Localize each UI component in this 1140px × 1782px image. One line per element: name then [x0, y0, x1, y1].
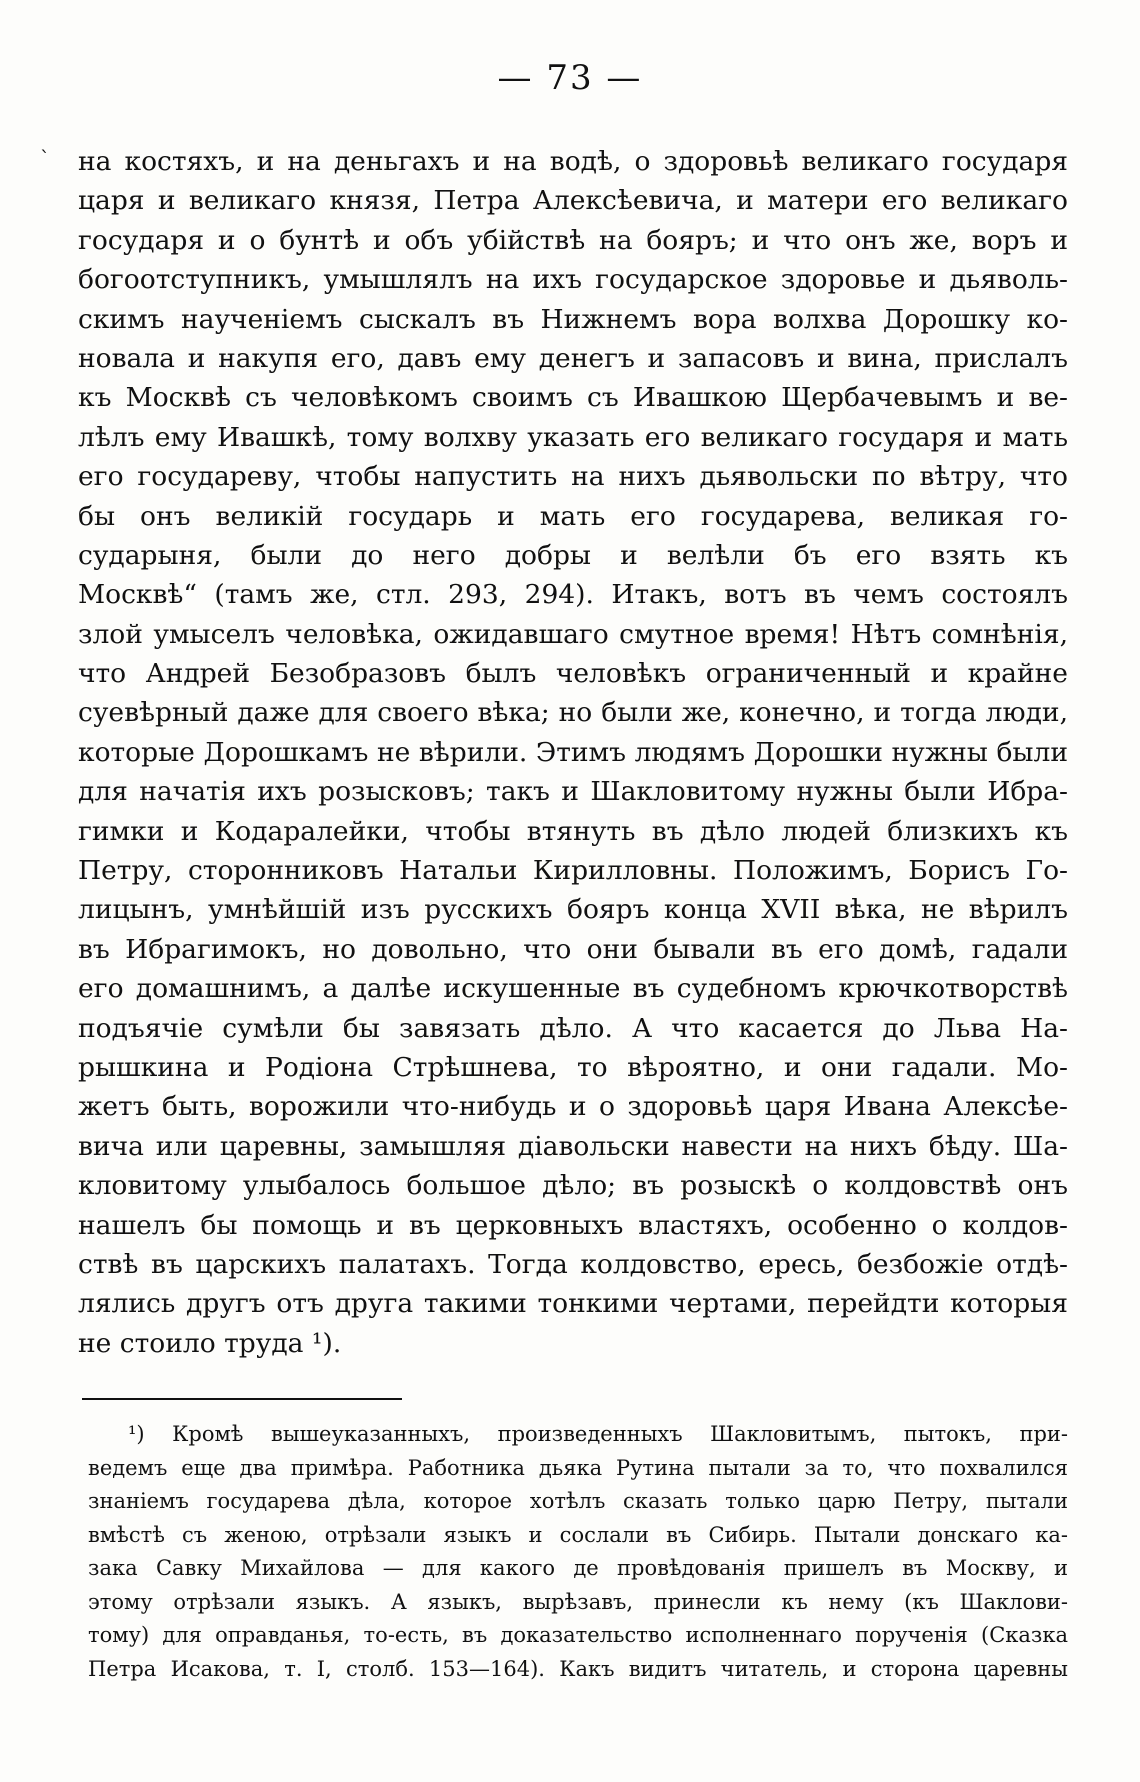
text-line-26: вича или царевны, замышляя діавольски навести на нихъ бѣду. Ша-	[78, 1130, 1068, 1162]
text-line-30: лялись другъ отъ друга такими тонкими чертами, перейдти которыя	[78, 1288, 1068, 1320]
footnote-line-4: вмѣстѣ съ женою, отрѣзали языкъ и сослали въ Сибирь. Пытали донскаго ка-	[88, 1522, 1068, 1547]
footnote-line-5: зака Савку Михайлова — для какого де провѣдованія пришелъ въ Москву, и	[88, 1556, 1068, 1580]
text-line-1: на костяхъ, и на деньгахъ и на водѣ, о здоровьѣ великаго государя	[78, 146, 1068, 177]
text-line-9: его государеву, чтобы напустить на нихъ дьявольски по вѣтру, что	[78, 461, 1068, 493]
footnote	[88, 1418, 1068, 1686]
text-line-6: новала и накупя его, давъ ему денегъ и запасовъ и вина, прислалъ	[78, 342, 1068, 374]
text-line-4: богоотступникъ, умышлялъ на ихъ государское здоровье и дьяволь-	[78, 264, 1068, 296]
text-line-7: къ Москвѣ съ человѣкомъ своимъ съ Ивашкою Щербачевымъ и ве-	[78, 382, 1068, 414]
text-line-20: лицынъ, умнѣйшій изъ русскихъ бояръ конца XVII вѣка, не вѣрилъ	[78, 894, 1068, 926]
text-line-14: что Андрей Безобразовъ былъ человѣкъ ограниченный и крайне	[78, 658, 1068, 690]
text-line-19: Петру, сторонниковъ Натальи Кирилловны. Положимъ, Борисъ Го-	[78, 855, 1068, 887]
text-line-27: кловитому улыбалось большое дѣло; въ розыскѣ о колдовствѣ онъ	[78, 1170, 1068, 1202]
text-line-8: лѣлъ ему Ивашкѣ, тому волхву указать его великаго государя и мать	[78, 421, 1068, 453]
footnote-line-1: ¹) Кромѣ вышеуказанныхъ, произведенныхъ Шакловитымъ, пытокъ, при-	[128, 1422, 1068, 1446]
text-line-23: подъячіе сумѣли бы завязать дѣло. А что касается до Льва На-	[78, 1012, 1068, 1044]
footnote-separator	[82, 1398, 402, 1400]
text-line-16: которые Дорошкамъ не вѣрили. Этимъ людямъ Дорошки нужны были	[78, 736, 1068, 768]
text-line-31: не стоило труда ¹).	[78, 1327, 342, 1359]
text-line-29: ствѣ въ царскихъ палатахъ. Тогда колдовство, ересь, безбожіе отдѣ-	[78, 1248, 1068, 1280]
text-line-24: рышкина и Родіона Стрѣшнева, то вѣроятно, и они гадали. Мо-	[78, 1051, 1068, 1083]
text-line-12: Москвѣ“ (тамъ же, стл. 293, 294). Итакъ, вотъ въ чемъ состоялъ	[78, 579, 1068, 611]
text-line-15: суевѣрный даже для своего вѣка; но были же, конечно, и тогда люди,	[78, 697, 1068, 729]
footnote-line-2: ведемъ еще два примѣра. Работника дьяка Рутина пытали за то, что похвалился	[88, 1455, 1068, 1480]
text-line-25: жетъ быть, ворожили что-нибудь и о здоровьѣ царя Ивана Алексѣе-	[78, 1091, 1068, 1123]
text-line-28: нашелъ бы помощь и въ церковныхъ властяхъ, особенно о колдов-	[78, 1209, 1068, 1241]
text-line-5: скимъ наученіемъ сыскалъ въ Нижнемъ вора волхва Дорошку ко-	[78, 303, 1068, 335]
text-line-17: для начатія ихъ розысковъ; такъ и Шакловитому нужны были Ибра-	[78, 776, 1068, 808]
text-line-22: его домашнимъ, а далѣе искушенные въ судебномъ крючкотворствѣ	[78, 973, 1068, 1005]
footnote-line-8: Петра Исакова, т. I, столб. 153—164). Какъ видитъ читатель, и сторона царевны	[88, 1656, 1068, 1681]
page-number: — 73 —	[497, 58, 643, 98]
text-line-13: злой умыселъ человѣка, ожидавшаго смутное время! Нѣтъ сомнѣнія,	[78, 618, 1068, 650]
stray-mark: `	[40, 146, 50, 170]
text-line-18: гимки и Кодаралейки, чтобы втянуть въ дѣло людей близкихъ къ	[78, 815, 1068, 847]
main-text	[78, 142, 1068, 1363]
footnote-line-3: знаніемъ государева дѣла, которое хотѣлъ сказать только царю Петру, пытали	[88, 1489, 1068, 1513]
text-line-21: въ Ибрагимокъ, но довольно, что они бывали въ его домѣ, гадали	[78, 933, 1068, 965]
text-line-11: сударыня, были до него добры и велѣли бъ его взять къ	[78, 539, 1068, 571]
text-line-10: бы онъ великій государь и мать его государева, великая го-	[78, 500, 1068, 532]
footnote-line-6: этому отрѣзали языкъ. А языкъ, вырѣзавъ, принесли къ нему (къ Шаклови-	[88, 1589, 1068, 1614]
text-line-3: государя и о бунтѣ и объ убійствѣ на бояръ; и что онъ же, воръ и	[78, 224, 1068, 256]
footnote-line-7: тому) для оправданья, то-есть, въ доказательство исполненнаго порученія (Сказка	[88, 1623, 1068, 1647]
text-line-2: царя и великаго князя, Петра Алексѣевича, и матери его великаго	[78, 185, 1068, 217]
